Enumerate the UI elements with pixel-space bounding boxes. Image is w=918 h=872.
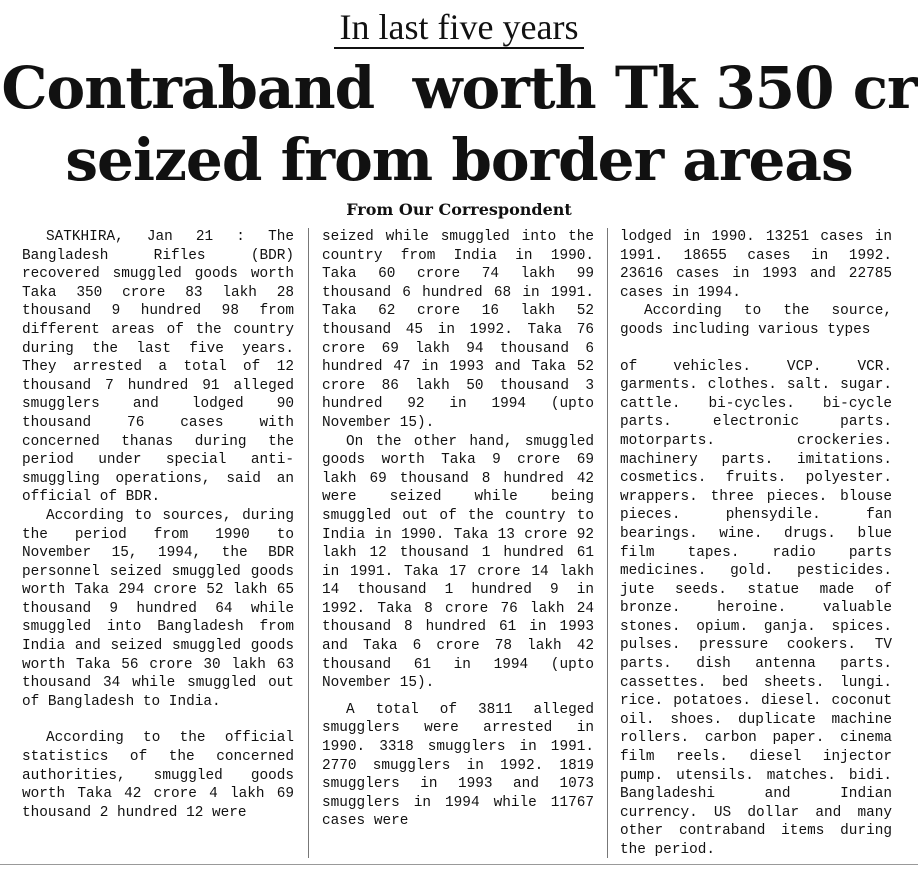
kicker <box>0 6 918 48</box>
headline-line-2: seized from border areas <box>65 126 853 194</box>
kicker-text: In last five years <box>334 7 585 49</box>
paragraph: A total of 3811 alleged smugglers were arrested in 1990. 3318 smugglers in 1991. 2770 smugglers in 1992. 1819 smugglers in 1993 and 1073 smugglers in 1994 while 11767 cases were <box>322 701 594 830</box>
article-column-1 <box>22 228 294 822</box>
paragraph: According to the official statistics of the concerned authorities, smuggled goods worth Taka 42 crore 4 lakh 69 thousand 2 hundred 12 were <box>22 730 294 821</box>
paragraph: According to sources, during the period from 1990 to November 15, 1994, the BDR personnel seized smuggled goods worth Taka 294 crore 52 lakh 65 thousand 9 hundred 64 while smuggled into Bangladesh from India and seized smuggled goods worth Taka 56 crore 30 lakh 63 thousand 34 while smuggled out of Bangladesh to India. <box>22 507 294 710</box>
column-divider <box>308 228 309 858</box>
paragraph: On the other hand, smuggled goods worth Taka 9 crore 69 lakh 69 thousand 8 hundred 42 were seized while being smuggled out of the country to India in 1990. Taka 13 crore 92 lakh 12 thousand 1 hundred 61 in 1991. Taka 17 crore 14 lakh 14 thousand 1 hundred 9 in 1992. Taka 8 crore 76 lakh 24 thousand 8 hundred 61 in 1993 and Taka 6 crore 78 lakh 42 thousand 61 in 1994 (upto November 15). <box>322 433 594 692</box>
byline: From Our Correspondent <box>346 200 572 219</box>
paragraph: of vehicles. VCP. VCR. garments. clothes. salt. sugar. cattle. bi-cycles. bi-cycle parts. electronic parts. motorparts. crockeries. machinery parts. imitations. cosmetics. fruits. polyester. wrappers. three pieces. blouse pieces. phensydile. fan bearings. wine. drugs. blue film tapes. radio parts medicines. gold. pesticides. jute seeds. statue made of bronze. heroine. valuable stones. opium. ganja. spices. pulses. pressure cookers. TV parts. dish antenna parts. cassettes. bed sheets. lungi. rice. potatoes. diesel. coconut oil. shoes. duplicate machine rollers. carbon paper. cinema film reels. diesel injector pump. utensils. matches. bidi. Bangladeshi and Indian currency. US dollar and many other contraband items during the period. <box>620 358 892 858</box>
paragraph: SATKHIRA, Jan 21 : The Bangladesh Rifles (BDR) recovered smuggled goods worth Taka 350 crore 83 lakh 28 thousand 9 hundred 98 from different areas of the country during the last five years. They arrested a total of 12 thousand 7 hundred 91 alleged smugglers and lodged 90 thousand 76 cases with concerned thanas during the period under special anti-smuggling operations, said an official of BDR. <box>22 229 294 506</box>
article-column-2 <box>322 228 594 831</box>
article-column-3 <box>620 228 892 860</box>
bottom-rule <box>0 864 918 865</box>
headline <box>0 52 918 196</box>
headline-line-1: Contraband worth Tk 350 cr <box>1 54 917 122</box>
paragraph: lodged in 1990. 13251 cases in 1991. 18655 cases in 1992. 23616 cases in 1993 and 22785 cases in 1994. <box>620 229 892 301</box>
paragraph: According to the source, goods including various types <box>620 303 892 338</box>
column-divider <box>607 228 608 858</box>
paragraph: seized while smuggled into the country from India in 1990. Taka 60 crore 74 lakh 99 thousand 6 hundred 68 in 1991. Taka 62 crore 16 lakh 52 thousand 45 in 1992. Taka 76 crore 69 lakh 94 thousand 6 hundred 47 in 1993 and Taka 52 crore 86 lakh 50 thousand 3 hundred 92 in 1994 (upto November 15). <box>322 229 594 431</box>
